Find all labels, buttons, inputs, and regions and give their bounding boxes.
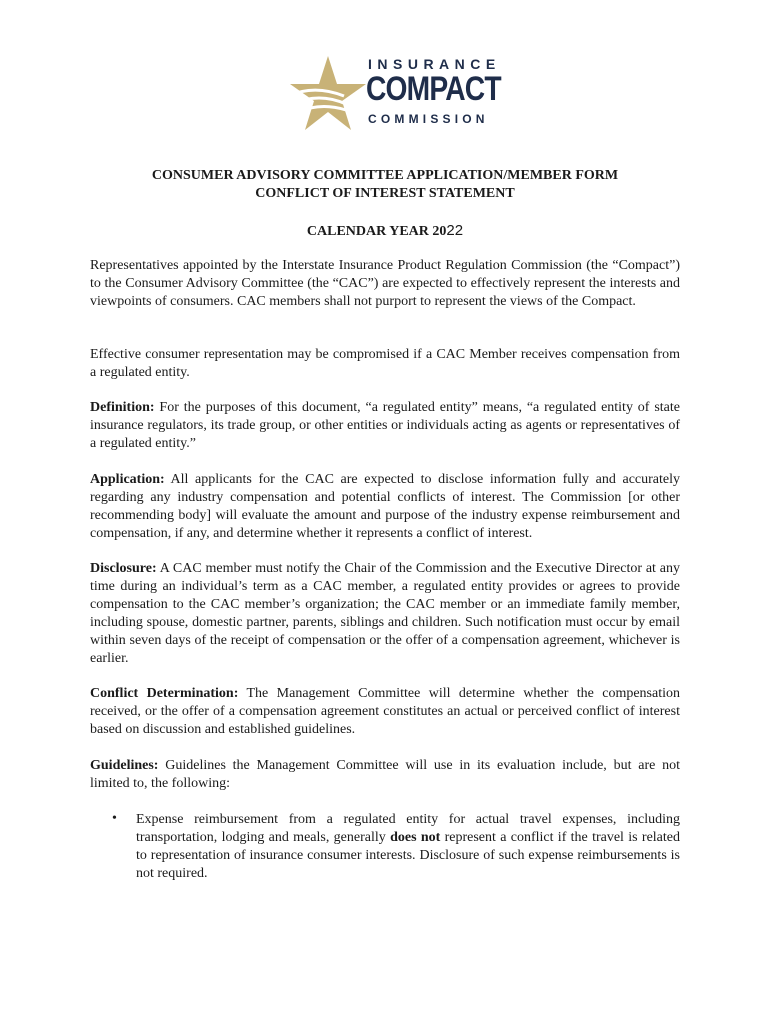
conflict-label: Conflict Determination: [90, 686, 239, 701]
application-label: Application: [90, 472, 165, 487]
guideline-bullet-1 [136, 811, 680, 883]
disclosure-label: Disclosure: [90, 561, 157, 576]
definition-paragraph [90, 399, 680, 453]
calendar-year-label: CALENDAR YEAR 20 [306, 224, 447, 239]
bullet1-bold: does not [390, 830, 441, 845]
definition-text: For the purposes of this document, “a regulated entity” means, “a regulated entity of state insurance regulators, its trade group, or other entities or individuals acting as agents or representatives of a regulated entity.” [90, 400, 680, 451]
form-subtitle: CONFLICT OF INTEREST STATEMENT [255, 186, 515, 201]
intro-paragraph: Representatives appointed by the Interstate Insurance Product Regulation Commission (the “Compact”) to the Consumer Advisory Committee (the “CAC”) are expected to effectively represent the interests and viewpoints of consumers. CAC members shall not purport to represent the views of the Compact. [90, 258, 680, 309]
logo-word-compact: COMPACT [366, 70, 501, 108]
guidelines-label: Guidelines: [90, 758, 159, 773]
application-text: All applicants for the CAC are expected to disclose information fully and accurately regarding any industry compensation and potential conflicts of interest. The Commission [or other recommending body] will evaluate the amount and purpose of the industry expense reimbursement and compensation, if any, and determine whether it represents a conflict of interest. [90, 472, 680, 541]
conflict-paragraph [90, 685, 680, 739]
logo-word-insurance: INSURANCE [368, 56, 501, 72]
application-paragraph [90, 471, 680, 543]
bullet1-text-b: represent a conflict if the travel is related to representation of insurance consumer interests. Disclosure of such expense reimbursements is not required. [136, 830, 680, 881]
bullet1-text-a: Expense reimbursement from a regulated entity for actual travel expenses, including transportation, lodging and meals, generally [136, 812, 680, 845]
logo-word-commission: COMMISSION [368, 112, 489, 126]
bullet-icon: • [112, 811, 117, 826]
form-title: CONSUMER ADVISORY COMMITTEE APPLICATION/MEMBER FORM [151, 168, 619, 183]
calendar-year [0, 222, 770, 240]
disclosure-paragraph [90, 560, 680, 668]
guidelines-text: Guidelines the Management Committee will use in its evaluation include, but are not limited to, the following: [90, 758, 680, 791]
calendar-year-value[interactable]: 22 [446, 222, 464, 239]
effective-paragraph: Effective consumer representation may be compromised if a CAC Member receives compensation from a regulated entity. [90, 347, 680, 380]
conflict-text: The Management Committee will determine whether the compensation received, or the offer of a compensation agreement constitutes an actual or perceived conflict of interest based on discussion and established guidelines. [90, 686, 680, 737]
definition-label: Definition: [90, 400, 155, 415]
disclosure-text: A CAC member must notify the Chair of the Commission and the Executive Director at any time during an individual’s term as a CAC member, a regulated entity provides or agrees to provide compensation to the CAC member’s organization; the CAC member or an immediate family member, including spouse, domestic partner, parents, siblings and children. Such notification must occur by email within seven days of the receipt of compensation or the offer of a compensation agreement, whichever is earlier. [90, 561, 680, 666]
guidelines-paragraph [90, 757, 680, 793]
insurance-compact-logo [284, 52, 501, 136]
star-logo-icon [284, 52, 368, 136]
